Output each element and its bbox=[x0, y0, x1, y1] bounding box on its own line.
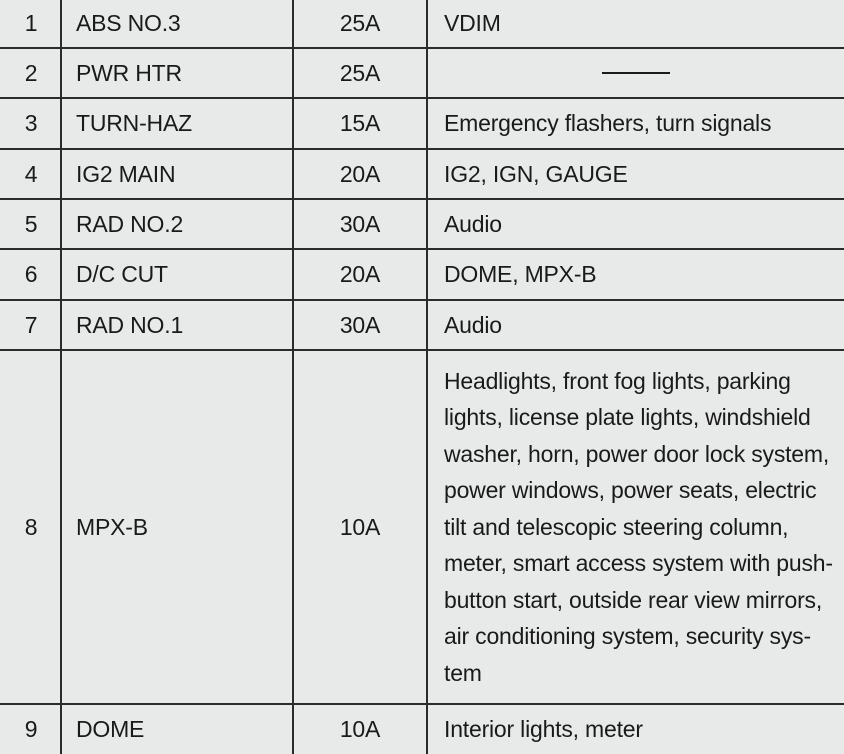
fuse-circuit-multiline bbox=[427, 350, 844, 704]
table-row bbox=[0, 98, 844, 149]
fuse-name: ABS NO.3 bbox=[61, 0, 293, 48]
fuse-circuit: Emergency flashers, turn signals bbox=[427, 98, 844, 149]
circuit-line: power windows, power seats, electric bbox=[444, 477, 817, 504]
table-row bbox=[0, 704, 844, 754]
fuse-name: DOME bbox=[61, 704, 293, 754]
table-row bbox=[0, 300, 844, 350]
fuse-ampere: 20A bbox=[293, 149, 427, 199]
fuse-circuit-empty bbox=[427, 48, 844, 98]
circuit-line: lights, license plate lights, windshield bbox=[444, 404, 811, 431]
fuse-ampere: 30A bbox=[293, 199, 427, 249]
table-row bbox=[0, 48, 844, 98]
fuse-ampere: 20A bbox=[293, 249, 427, 300]
table-row bbox=[0, 249, 844, 300]
table-row bbox=[0, 350, 844, 704]
circuit-line: button start, outside rear view mirrors, bbox=[444, 586, 823, 613]
fuse-circuit: DOME, MPX-B bbox=[427, 249, 844, 300]
fuse-name: RAD NO.1 bbox=[61, 300, 293, 350]
circuit-line: tilt and telescopic steering column, bbox=[444, 513, 789, 540]
fuse-ampere: 10A bbox=[293, 704, 427, 754]
fuse-circuit: Audio bbox=[427, 300, 844, 350]
circuit-line: tem bbox=[444, 659, 482, 686]
fuse-number: 9 bbox=[0, 704, 61, 754]
fuse-ampere: 10A bbox=[293, 350, 427, 704]
circuit-line: meter, smart access system with push- bbox=[444, 550, 833, 577]
fuse-ampere: 25A bbox=[293, 0, 427, 48]
fuse-name: IG2 MAIN bbox=[61, 149, 293, 199]
fuse-name: RAD NO.2 bbox=[61, 199, 293, 249]
fuse-number: 7 bbox=[0, 300, 61, 350]
fuse-name: D/C CUT bbox=[61, 249, 293, 300]
table-row bbox=[0, 199, 844, 249]
fuse-number: 2 bbox=[0, 48, 61, 98]
fuse-number: 4 bbox=[0, 149, 61, 199]
fuse-number: 3 bbox=[0, 98, 61, 149]
circuit-line: washer, horn, power door lock system, bbox=[444, 440, 830, 467]
fuse-name: TURN-HAZ bbox=[61, 98, 293, 149]
fuse-ampere: 25A bbox=[293, 48, 427, 98]
fuse-number: 8 bbox=[0, 350, 61, 704]
circuit-line: air conditioning system, security sys- bbox=[444, 623, 811, 650]
table-row bbox=[0, 149, 844, 199]
fuse-ampere: 30A bbox=[293, 300, 427, 350]
fuse-circuit: Interior lights, meter bbox=[427, 704, 844, 754]
table-row bbox=[0, 0, 844, 48]
fuse-number: 1 bbox=[0, 0, 61, 48]
circuit-line: Headlights, front fog lights, parking bbox=[444, 367, 791, 394]
fuse-ampere: 15A bbox=[293, 98, 427, 149]
fuse-name: PWR HTR bbox=[61, 48, 293, 98]
fuse-name: MPX-B bbox=[61, 350, 293, 704]
fuse-number: 5 bbox=[0, 199, 61, 249]
dash-line bbox=[602, 72, 670, 74]
fuse-circuit: IG2, IGN, GAUGE bbox=[427, 149, 844, 199]
fuse-circuit: VDIM bbox=[427, 0, 844, 48]
fuse-circuit: Audio bbox=[427, 199, 844, 249]
fuse-number: 6 bbox=[0, 249, 61, 300]
